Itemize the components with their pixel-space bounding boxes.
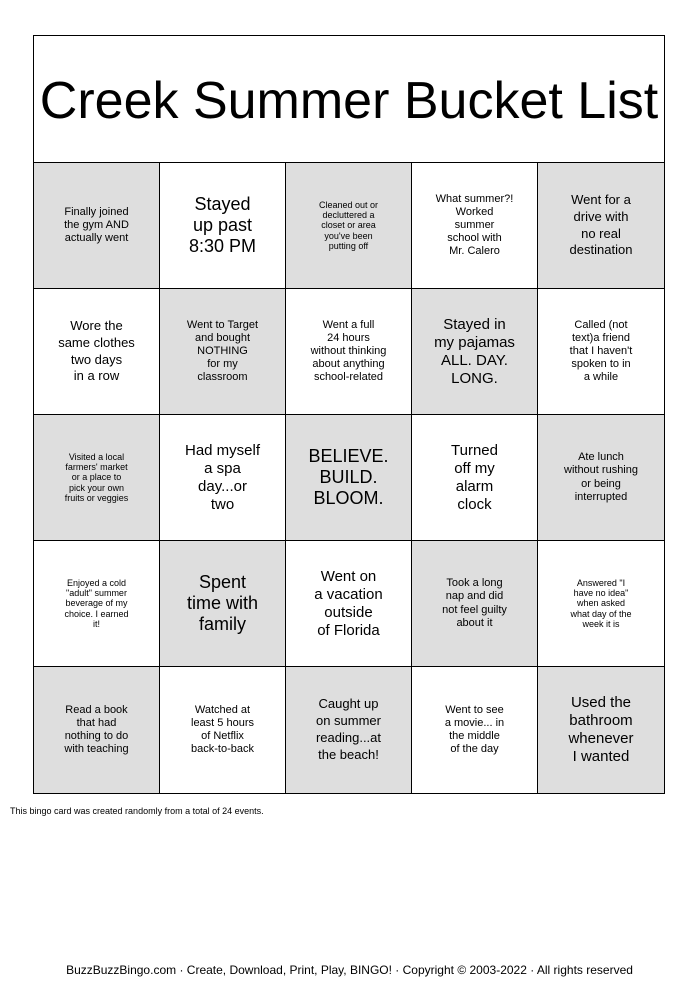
bingo-cell: What summer?! Worked summer school with Mr. Calero: [412, 163, 538, 289]
bingo-grid: [34, 163, 664, 793]
bingo-cell: Read a book that had nothing to do with teaching: [34, 667, 160, 793]
bingo-cell: Answered "I have no idea" when asked what day of the week it is: [538, 541, 664, 667]
bingo-cell: Went for a drive with no real destination: [538, 163, 664, 289]
site-footer: BuzzBuzzBingo.com · Create, Download, Print, Play, BINGO! · Copyright © 2003-2022 · All rights reserved: [66, 963, 633, 977]
bingo-cell: Ate lunch without rushing or being interrupted: [538, 415, 664, 541]
bingo-cell: Used the bathroom whenever I wanted: [538, 667, 664, 793]
bingo-cell: Had myself a spa day...or two: [160, 415, 286, 541]
bingo-card: [33, 35, 665, 794]
bingo-cell: Went a full 24 hours without thinking about anything school-related: [286, 289, 412, 415]
bingo-cell: Went on a vacation outside of Florida: [286, 541, 412, 667]
bingo-cell-center: BELIEVE. BUILD. BLOOM.: [286, 415, 412, 541]
bingo-cell: Caught up on summer reading...at the beach!: [286, 667, 412, 793]
bingo-cell: Called (not text)a friend that I haven't spoken to in a while: [538, 289, 664, 415]
bingo-cell: Finally joined the gym AND actually went: [34, 163, 160, 289]
generation-note: This bingo card was created randomly from a total of 24 events.: [10, 806, 264, 816]
bingo-cell: Took a long nap and did not feel guilty about it: [412, 541, 538, 667]
bingo-cell: Visited a local farmers' market or a place to pick your own fruits or veggies: [34, 415, 160, 541]
bingo-cell: Wore the same clothes two days in a row: [34, 289, 160, 415]
card-title: Creek Summer Bucket List: [34, 36, 664, 163]
bingo-cell: Stayed in my pajamas ALL. DAY. LONG.: [412, 289, 538, 415]
bingo-cell: Stayed up past 8:30 PM: [160, 163, 286, 289]
bingo-cell: Went to see a movie... in the middle of the day: [412, 667, 538, 793]
bingo-cell: Cleaned out or decluttered a closet or area you've been putting off: [286, 163, 412, 289]
bingo-cell: Watched at least 5 hours of Netflix back-to-back: [160, 667, 286, 793]
bingo-cell: Went to Target and bought NOTHING for my classroom: [160, 289, 286, 415]
bingo-cell: Enjoyed a cold "adult" summer beverage of my choice. I earned it!: [34, 541, 160, 667]
bingo-cell: Spent time with family: [160, 541, 286, 667]
bingo-cell: Turned off my alarm clock: [412, 415, 538, 541]
